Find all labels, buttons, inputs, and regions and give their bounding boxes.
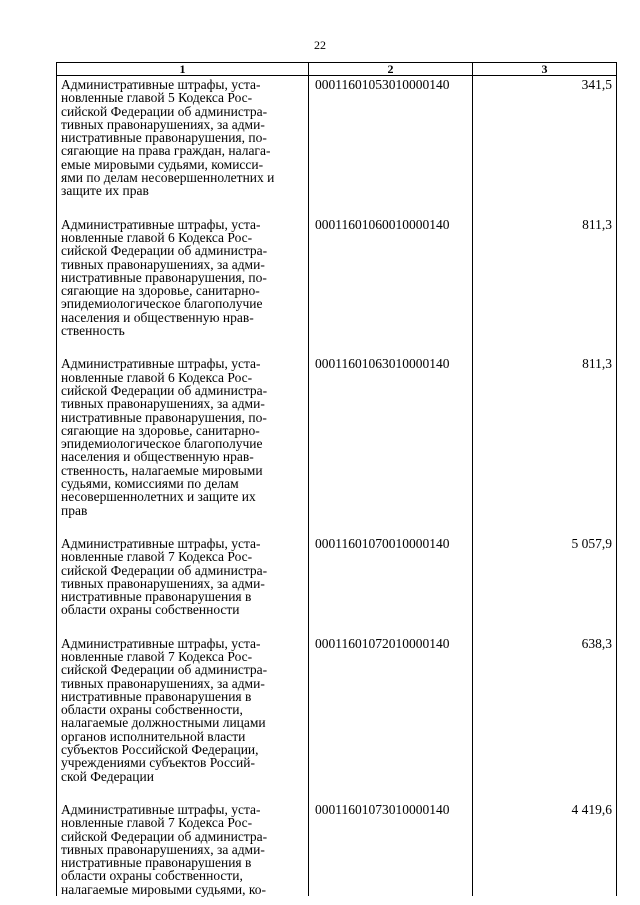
fee-description: [57, 635, 309, 783]
spacer-cell: [57, 198, 309, 216]
description-line: нистративные правонарушения в: [61, 855, 252, 871]
fee-description: [57, 535, 309, 617]
description-line: тивных правонарушениях, за адми-: [61, 675, 265, 691]
spacer-cell: [57, 783, 309, 801]
amount-value: 4 419,6: [473, 801, 617, 896]
description-line: сягающие на права граждан, налага-: [61, 143, 271, 159]
table-row: [57, 355, 617, 517]
description-line: учреждениями субъектов Россий-: [61, 755, 255, 771]
description-line: тивных правонарушениях, за адми-: [61, 256, 265, 272]
spacer-cell: [473, 198, 617, 216]
description-line: сийской Федерации об администра-: [61, 243, 268, 259]
description-line: сийской Федерации об администра-: [61, 103, 268, 119]
description-line: новленные главой 5 Кодекса Рос-: [61, 90, 253, 106]
spacer-cell: [473, 617, 617, 635]
description-line: тивных правонарушениях, за адми-: [61, 575, 265, 591]
description-line: емые мировыми судьями, комисси-: [61, 156, 264, 172]
description-line: налагаемые мировыми судьями, ко-: [61, 881, 267, 897]
spacer-cell: [57, 337, 309, 355]
description-line: субъектов Российской Федерации,: [61, 742, 259, 758]
description-line: Административные штрафы, уста-: [61, 535, 261, 551]
description-line: прав: [61, 502, 88, 518]
budget-classification-code: 00011601053010000140: [309, 76, 473, 198]
description-line: Административные штрафы, уста-: [61, 77, 261, 92]
budget-classification-code: 00011601072010000140: [309, 635, 473, 783]
description-line: сийской Федерации об администра-: [61, 382, 268, 398]
description-line: Административные штрафы, уста-: [61, 801, 261, 817]
description-line: ственность, налагаемые мировыми: [61, 462, 263, 478]
spacer-cell: [309, 617, 473, 635]
amount-value: 341,5: [473, 76, 617, 198]
table-row: [57, 216, 617, 338]
description-line: тивных правонарушениях, за адми-: [61, 116, 265, 132]
spacer-cell: [57, 617, 309, 635]
description-line: нистративные правонарушения, по-: [61, 130, 267, 146]
description-line: судьями, комиссиями по делам: [61, 476, 239, 492]
description-line: населения и общественную нрав-: [61, 449, 254, 465]
budget-classification-code: 00011601073010000140: [309, 801, 473, 896]
row-spacer: [57, 517, 617, 535]
description-line: органов исполнительной власти: [61, 728, 246, 744]
description-line: сийской Федерации об администра-: [61, 662, 268, 678]
description-line: сийской Федерации об администра-: [61, 562, 268, 578]
budget-classification-code: 00011601060010000140: [309, 216, 473, 338]
description-line: несовершеннолетних и защите их: [61, 489, 256, 505]
table-row: [57, 801, 617, 896]
amount-value: 811,3: [473, 355, 617, 517]
spacer-cell: [473, 517, 617, 535]
fee-description: [57, 801, 309, 896]
description-line: новленные главой 7 Кодекса Рос-: [61, 549, 253, 565]
description-line: нистративные правонарушения, по-: [61, 409, 267, 425]
description-line: ской Федерации: [61, 768, 154, 784]
spacer-cell: [309, 198, 473, 216]
spacer-cell: [473, 337, 617, 355]
fees-table: [56, 62, 617, 896]
description-line: сягающие на здоровье, санитарно-: [61, 283, 260, 299]
fee-description: [57, 355, 309, 517]
description-line: налагаемые должностными лицами: [61, 715, 266, 731]
table-body: [57, 76, 617, 897]
description-line: Административные штрафы, уста-: [61, 216, 261, 232]
description-line: нистративные правонарушения, по-: [61, 269, 267, 285]
row-spacer: [57, 198, 617, 216]
amount-value: 638,3: [473, 635, 617, 783]
description-line: защите их прав: [61, 183, 149, 199]
description-line: области охраны собственности: [61, 602, 240, 618]
description-line: области охраны собственности,: [61, 868, 243, 884]
description-line: эпидемиологическое благополучие: [61, 296, 263, 312]
spacer-cell: [309, 517, 473, 535]
description-line: тивных правонарушениях, за адми-: [61, 396, 265, 412]
row-spacer: [57, 783, 617, 801]
spacer-cell: [473, 783, 617, 801]
amount-value: 5 057,9: [473, 535, 617, 617]
budget-classification-code: 00011601070010000140: [309, 535, 473, 617]
amount-value: 811,3: [473, 216, 617, 338]
description-line: новленные главой 7 Кодекса Рос-: [61, 648, 253, 664]
column-header-3: 3: [473, 63, 617, 76]
description-line: нистративные правонарушения в: [61, 589, 252, 605]
table-row: [57, 635, 617, 783]
fee-description: [57, 216, 309, 338]
description-line: Административные штрафы, уста-: [61, 356, 261, 372]
description-line: области охраны собственности,: [61, 702, 243, 718]
description-line: нистративные правонарушения в: [61, 688, 252, 704]
description-line: сийской Федерации об администра-: [61, 828, 268, 844]
description-line: сягающие на здоровье, санитарно-: [61, 422, 260, 438]
fee-description: [57, 76, 309, 198]
description-line: новленные главой 7 Кодекса Рос-: [61, 815, 253, 831]
table-header-row: [57, 63, 617, 76]
spacer-cell: [309, 783, 473, 801]
description-line: новленные главой 6 Кодекса Рос-: [61, 369, 253, 385]
description-line: эпидемиологическое благополучие: [61, 436, 263, 452]
budget-classification-code: 00011601063010000140: [309, 355, 473, 517]
row-spacer: [57, 617, 617, 635]
page-number: 22: [314, 38, 326, 52]
table-row: [57, 76, 617, 198]
description-line: населения и общественную нрав-: [61, 309, 254, 325]
column-header-2: 2: [309, 63, 473, 76]
description-line: Административные штрафы, уста-: [61, 635, 261, 651]
spacer-cell: [57, 517, 309, 535]
description-line: ственность: [61, 323, 125, 339]
spacer-cell: [309, 337, 473, 355]
table-row: [57, 535, 617, 617]
description-line: тивных правонарушениях, за адми-: [61, 841, 265, 857]
description-line: ями по делам несовершеннолетних и: [61, 170, 275, 186]
column-header-1: 1: [57, 63, 309, 76]
row-spacer: [57, 337, 617, 355]
description-line: новленные главой 6 Кодекса Рос-: [61, 229, 253, 245]
